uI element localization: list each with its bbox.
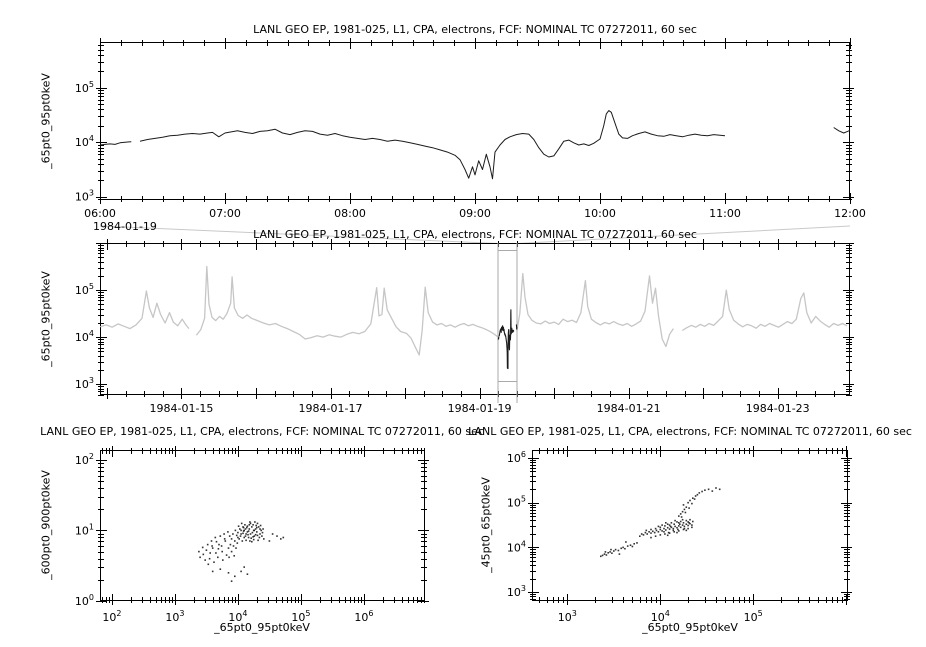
- scatter-point: [704, 489, 706, 491]
- scatter-point: [656, 530, 658, 532]
- scatter-point: [650, 529, 652, 531]
- x-tick-label: 08:00: [334, 207, 366, 220]
- scatter-point: [685, 512, 687, 514]
- scatter-point: [682, 511, 684, 513]
- scatter-point: [233, 545, 235, 547]
- scatter-point: [252, 524, 254, 526]
- y-tick-label: $10^5$: [74, 79, 94, 95]
- scatter-point: [680, 513, 682, 515]
- panel-top: [75, 38, 866, 220]
- scatter-point: [676, 532, 678, 534]
- panel-title-context: LANL GEO EP, 1981-025, L1, CPA, electrons, FCF: NOMINAL TC 07272011, 60 sec: [253, 228, 697, 241]
- scatter-point: [242, 533, 244, 535]
- scatter-point: [269, 540, 271, 542]
- scatter-point: [260, 530, 262, 532]
- scatter-point: [255, 534, 257, 536]
- y-tick-label: $10^1$: [74, 522, 94, 538]
- scatter-point: [681, 516, 683, 518]
- scatter-point: [259, 537, 261, 539]
- panel-scatter-left: [75, 446, 429, 624]
- scatter-point: [669, 532, 671, 534]
- x-tick-label: 1984-01-15: [149, 402, 214, 415]
- scatter-point: [667, 527, 669, 529]
- scatter-point: [228, 547, 230, 549]
- plot-area-context[interactable]: [100, 243, 850, 395]
- scatter-point: [242, 540, 244, 542]
- scatter-point: [245, 533, 247, 535]
- scatter-point: [606, 554, 608, 556]
- scatter-point: [682, 524, 684, 526]
- scatter-point: [230, 544, 232, 546]
- y-tick-label: $10^4$: [74, 329, 94, 345]
- scatter-point: [208, 564, 210, 566]
- scatter-point: [250, 537, 252, 539]
- scatter-point: [229, 535, 231, 537]
- scatter-point: [246, 527, 248, 529]
- scatter-point: [664, 533, 666, 535]
- y-tick-label: $10^3$: [74, 376, 94, 392]
- panel-title-top: LANL GEO EP, 1981-025, L1, CPA, electrons, FCF: NOMINAL TC 07272011, 60 sec: [253, 23, 697, 36]
- scatter-point: [244, 524, 246, 526]
- scatter-point: [199, 557, 201, 559]
- scatter-point: [251, 541, 253, 543]
- scatter-point: [687, 502, 689, 504]
- scatter-point: [259, 533, 261, 535]
- scatter-point: [215, 552, 217, 554]
- scatter-point: [673, 528, 675, 530]
- scatter-point: [613, 550, 615, 552]
- x-tick-label: 06:00: [84, 207, 116, 220]
- scatter-point: [648, 531, 650, 533]
- scatter-point: [225, 540, 227, 542]
- scatter-point: [678, 522, 680, 524]
- scatter-point: [213, 561, 215, 563]
- scatter-point: [671, 522, 673, 524]
- scatter-point: [641, 533, 643, 535]
- x-tick-label: 12:00: [834, 207, 866, 220]
- scatter-point: [609, 551, 611, 553]
- scatter-point: [237, 542, 239, 544]
- scatter-point: [650, 537, 652, 539]
- scatter-point: [237, 537, 239, 539]
- scatter-point: [257, 523, 259, 525]
- scatter-point: [254, 521, 256, 523]
- y-tick-label: $10^5$: [506, 494, 526, 510]
- scatter-point: [686, 530, 688, 532]
- scatter-point: [250, 533, 252, 535]
- plot-area-scatter-right[interactable]: [532, 450, 848, 601]
- scatter-point: [719, 489, 721, 491]
- scatter-point: [245, 540, 247, 542]
- scatter-point: [243, 527, 245, 529]
- scatter-point: [262, 532, 264, 534]
- scatter-point: [247, 525, 249, 527]
- scatter-point: [215, 537, 217, 539]
- scatter-point: [272, 533, 274, 535]
- panel-title-scatter-right: LANL GEO EP, 1981-025, L1, CPA, electrons, FCF: NOMINAL TC 07272011, 60 sec: [468, 425, 912, 438]
- scatter-point: [280, 538, 282, 540]
- scatter-point: [256, 527, 258, 529]
- scatter-point: [661, 530, 663, 532]
- scatter-point: [254, 530, 256, 532]
- scatter-point: [678, 515, 680, 517]
- panel-context: [75, 239, 854, 415]
- scatter-point: [605, 551, 607, 553]
- x-tick-label: $10^5$: [291, 609, 311, 624]
- scatter-point: [276, 535, 278, 537]
- scatter-point: [658, 531, 660, 533]
- scatter-point: [257, 535, 259, 537]
- scatter-point: [630, 544, 632, 546]
- scatter-point: [643, 534, 645, 536]
- y-axis-label-top: _65pt0_95pt0keV: [39, 73, 53, 169]
- scatter-point: [249, 528, 251, 530]
- scatter-point: [198, 551, 200, 553]
- x-tick-label: $10^3$: [165, 609, 185, 624]
- scatter-point: [673, 531, 675, 533]
- x-tick-label: 1984-01-19: [447, 402, 512, 415]
- scatter-point: [667, 523, 669, 525]
- scatter-point: [234, 540, 236, 542]
- scatter-point: [674, 520, 676, 522]
- scatter-point: [241, 523, 243, 525]
- scatter-point: [240, 533, 242, 535]
- scatter-point: [697, 494, 699, 496]
- scatter-point: [683, 529, 685, 531]
- scatter-point: [683, 522, 685, 524]
- scatter-point: [669, 528, 671, 530]
- scatter-point: [250, 523, 252, 525]
- x-tick-label: $10^4$: [228, 609, 248, 624]
- x-tick-label: 11:00: [709, 207, 741, 220]
- x-tick-label: $10^2$: [102, 609, 122, 624]
- scatter-point: [636, 542, 638, 544]
- scatter-point: [607, 552, 609, 554]
- scatter-point: [255, 525, 257, 527]
- scatter-point: [206, 549, 208, 551]
- scatter-point: [660, 527, 662, 529]
- scatter-point: [604, 553, 606, 555]
- scatter-point: [686, 520, 688, 522]
- scatter-point: [224, 538, 226, 540]
- scatter-point: [222, 559, 224, 561]
- scatter-point: [691, 524, 693, 526]
- x-tick-label: $10^3$: [557, 609, 577, 624]
- scatter-point: [676, 521, 678, 523]
- scatter-point: [699, 492, 701, 494]
- scatter-point: [632, 546, 634, 548]
- scatter-point: [209, 552, 211, 554]
- scatter-point: [249, 521, 251, 523]
- scatter-point: [650, 532, 652, 534]
- scatter-point: [204, 559, 206, 561]
- scatter-point: [235, 547, 237, 549]
- x-axis-label-scatter-left: _65pt0_95pt0keV: [214, 621, 310, 634]
- scatter-point: [682, 519, 684, 521]
- scatter-point: [664, 525, 666, 527]
- scatter-point: [221, 545, 223, 547]
- scatter-point: [249, 540, 251, 542]
- scatter-point: [684, 509, 686, 511]
- scatter-point: [228, 572, 230, 574]
- scatter-point: [220, 568, 222, 570]
- y-axis-label-scatter-left: _600pt0_900pt0keV: [39, 470, 53, 580]
- scatter-point: [652, 531, 654, 533]
- scatter-point: [610, 549, 612, 551]
- scatter-point: [618, 550, 620, 552]
- plot-area-scatter-left[interactable]: [100, 450, 425, 601]
- scatter-point: [212, 547, 214, 549]
- plot-area-top[interactable]: [100, 42, 850, 200]
- scatter-point: [211, 545, 213, 547]
- scatter-point: [248, 530, 250, 532]
- scatter-point: [625, 541, 627, 543]
- scatter-point: [694, 498, 696, 500]
- y-tick-label: $10^0$: [74, 593, 94, 608]
- scatter-point: [701, 491, 703, 493]
- scatter-point: [602, 555, 604, 557]
- scatter-point: [231, 551, 233, 553]
- scatter-point: [258, 526, 260, 528]
- scatter-point: [255, 528, 257, 530]
- x-tick-label: 1984-01-21: [596, 402, 661, 415]
- scatter-point: [611, 552, 613, 554]
- x-tick-label: 1984-01-17: [298, 402, 363, 415]
- scatter-point: [680, 527, 682, 529]
- x-tick-label: $10^6$: [354, 609, 374, 624]
- scatter-point: [262, 528, 264, 530]
- scatter-point: [686, 506, 688, 508]
- y-axis-label-context: _65pt0_95pt0keV: [39, 271, 53, 367]
- x-tick-label: 1984-01-23: [745, 402, 810, 415]
- scatter-point: [688, 522, 690, 524]
- panel-title-scatter-left: LANL GEO EP, 1981-025, L1, CPA, electrons, FCF: NOMINAL TC 07272011, 60 sec: [40, 425, 484, 438]
- scatter-point: [677, 529, 679, 531]
- scatter-point: [687, 528, 689, 530]
- scatter-point: [235, 530, 237, 532]
- scatter-point: [627, 545, 629, 547]
- scatter-point: [217, 557, 219, 559]
- scatter-point: [218, 548, 220, 550]
- scatter-point: [263, 538, 265, 540]
- scatter-point: [670, 526, 672, 528]
- scatter-point: [283, 537, 285, 539]
- scatter-point: [239, 528, 241, 530]
- scatter-point: [243, 566, 245, 568]
- scatter-point: [674, 526, 676, 528]
- scatter-point: [248, 537, 250, 539]
- x-tick-label: 07:00: [209, 207, 241, 220]
- scatter-point: [240, 535, 242, 537]
- y-axis-label-scatter-right: _45pt0_65pt0keV: [479, 477, 493, 573]
- scatter-point: [220, 535, 222, 537]
- scatter-point: [251, 526, 253, 528]
- scatter-point: [615, 549, 617, 551]
- scatter-point: [247, 534, 249, 536]
- scatter-point: [684, 526, 686, 528]
- scatter-point: [209, 558, 211, 560]
- scatter-point: [655, 528, 657, 530]
- scatter-point: [233, 555, 235, 557]
- scatter-point: [633, 543, 635, 545]
- scatter-point: [663, 528, 665, 530]
- x-tick-label: $10^5$: [743, 609, 763, 624]
- x-tick-label: 10:00: [584, 207, 616, 220]
- scatter-point: [676, 527, 678, 529]
- scatter-point: [245, 535, 247, 537]
- scatter-point: [661, 524, 663, 526]
- scatter-point: [680, 521, 682, 523]
- scatter-point: [715, 487, 717, 489]
- scatter-point: [660, 529, 662, 531]
- scatter-point: [655, 535, 657, 537]
- scatter-point: [645, 532, 647, 534]
- scatter-point: [211, 540, 213, 542]
- scatter-point: [243, 530, 245, 532]
- scatter-point: [231, 580, 233, 582]
- y-tick-label: $10^6$: [506, 450, 526, 466]
- scatter-point: [212, 571, 214, 573]
- scatter-point: [678, 530, 680, 532]
- scatter-point: [249, 524, 251, 526]
- scatter-point: [202, 547, 204, 549]
- scatter-point: [260, 525, 262, 527]
- scatter-point: [203, 554, 205, 556]
- scatter-point: [673, 523, 675, 525]
- scatter-point: [689, 500, 691, 502]
- scatter-point: [234, 576, 236, 578]
- scatter-point: [688, 507, 690, 509]
- y-tick-label: $10^4$: [506, 539, 526, 555]
- scatter-point: [221, 551, 223, 553]
- y-tick-label: $10^3$: [74, 188, 94, 204]
- highlighted-series-path: [498, 337, 499, 340]
- scatter-point: [620, 548, 622, 550]
- scatter-point: [687, 525, 689, 527]
- scatter-point: [624, 548, 626, 550]
- scatter-point: [679, 523, 681, 525]
- scatter-point: [238, 538, 240, 540]
- scatter-point: [619, 553, 621, 555]
- scatter-point: [253, 539, 255, 541]
- scatter-point: [243, 537, 245, 539]
- y-tick-label: $10^4$: [74, 134, 94, 150]
- scatter-point: [223, 533, 225, 535]
- scatter-point: [207, 544, 209, 546]
- scatter-point: [218, 544, 220, 546]
- scatter-point: [658, 526, 660, 528]
- y-tick-label: $10^3$: [506, 584, 526, 600]
- scatter-point: [646, 533, 648, 535]
- scatter-point: [689, 519, 691, 521]
- scatter-point: [692, 521, 694, 523]
- x-axis-label-scatter-right: _65pt0_95pt0keV: [642, 621, 738, 634]
- scatter-point: [712, 490, 714, 492]
- scatter-point: [247, 573, 249, 575]
- scatter-point: [256, 531, 258, 533]
- scatter-point: [691, 527, 693, 529]
- scatter-point: [665, 529, 667, 531]
- scatter-point: [226, 554, 228, 556]
- scatter-point: [245, 528, 247, 530]
- scatter-point: [232, 533, 234, 535]
- scatter-point: [692, 497, 694, 499]
- scatter-point: [600, 556, 602, 558]
- y-tick-label: $10^5$: [74, 282, 94, 298]
- scatter-point: [259, 528, 261, 530]
- scatter-point: [673, 530, 675, 532]
- scatter-point: [252, 536, 254, 538]
- scatter-point: [660, 534, 662, 536]
- scatter-point: [238, 525, 240, 527]
- scatter-point: [654, 532, 656, 534]
- scatter-point: [252, 532, 254, 534]
- scatter-point: [622, 547, 624, 549]
- y-tick-label: $10^2$: [74, 451, 94, 467]
- scatter-point: [663, 531, 665, 533]
- scatter-point: [227, 531, 229, 533]
- context-date-label: 1984-01-19: [93, 220, 157, 233]
- scatter-point: [231, 538, 233, 540]
- scatter-point: [691, 503, 693, 505]
- scatter-point: [646, 530, 648, 532]
- scatter-point: [678, 525, 680, 527]
- scatter-point: [261, 535, 263, 537]
- scatter-point: [695, 495, 697, 497]
- scatter-point: [708, 489, 710, 491]
- scatter-point: [683, 504, 685, 506]
- scatter-point: [240, 530, 242, 532]
- scatter-point: [228, 557, 230, 559]
- scatter-point: [240, 571, 242, 573]
- scatter-point: [237, 532, 239, 534]
- scatter-point: [667, 535, 669, 537]
- scatter-point: [665, 522, 667, 524]
- scatter-point: [639, 535, 641, 537]
- x-tick-label: 09:00: [459, 207, 491, 220]
- scatter-point: [686, 523, 688, 525]
- scatter-point: [236, 535, 238, 537]
- x-tick-label: $10^4$: [650, 609, 670, 624]
- scatter-point: [257, 540, 259, 542]
- scatter-point: [216, 541, 218, 543]
- panel-scatter-right: [507, 446, 852, 624]
